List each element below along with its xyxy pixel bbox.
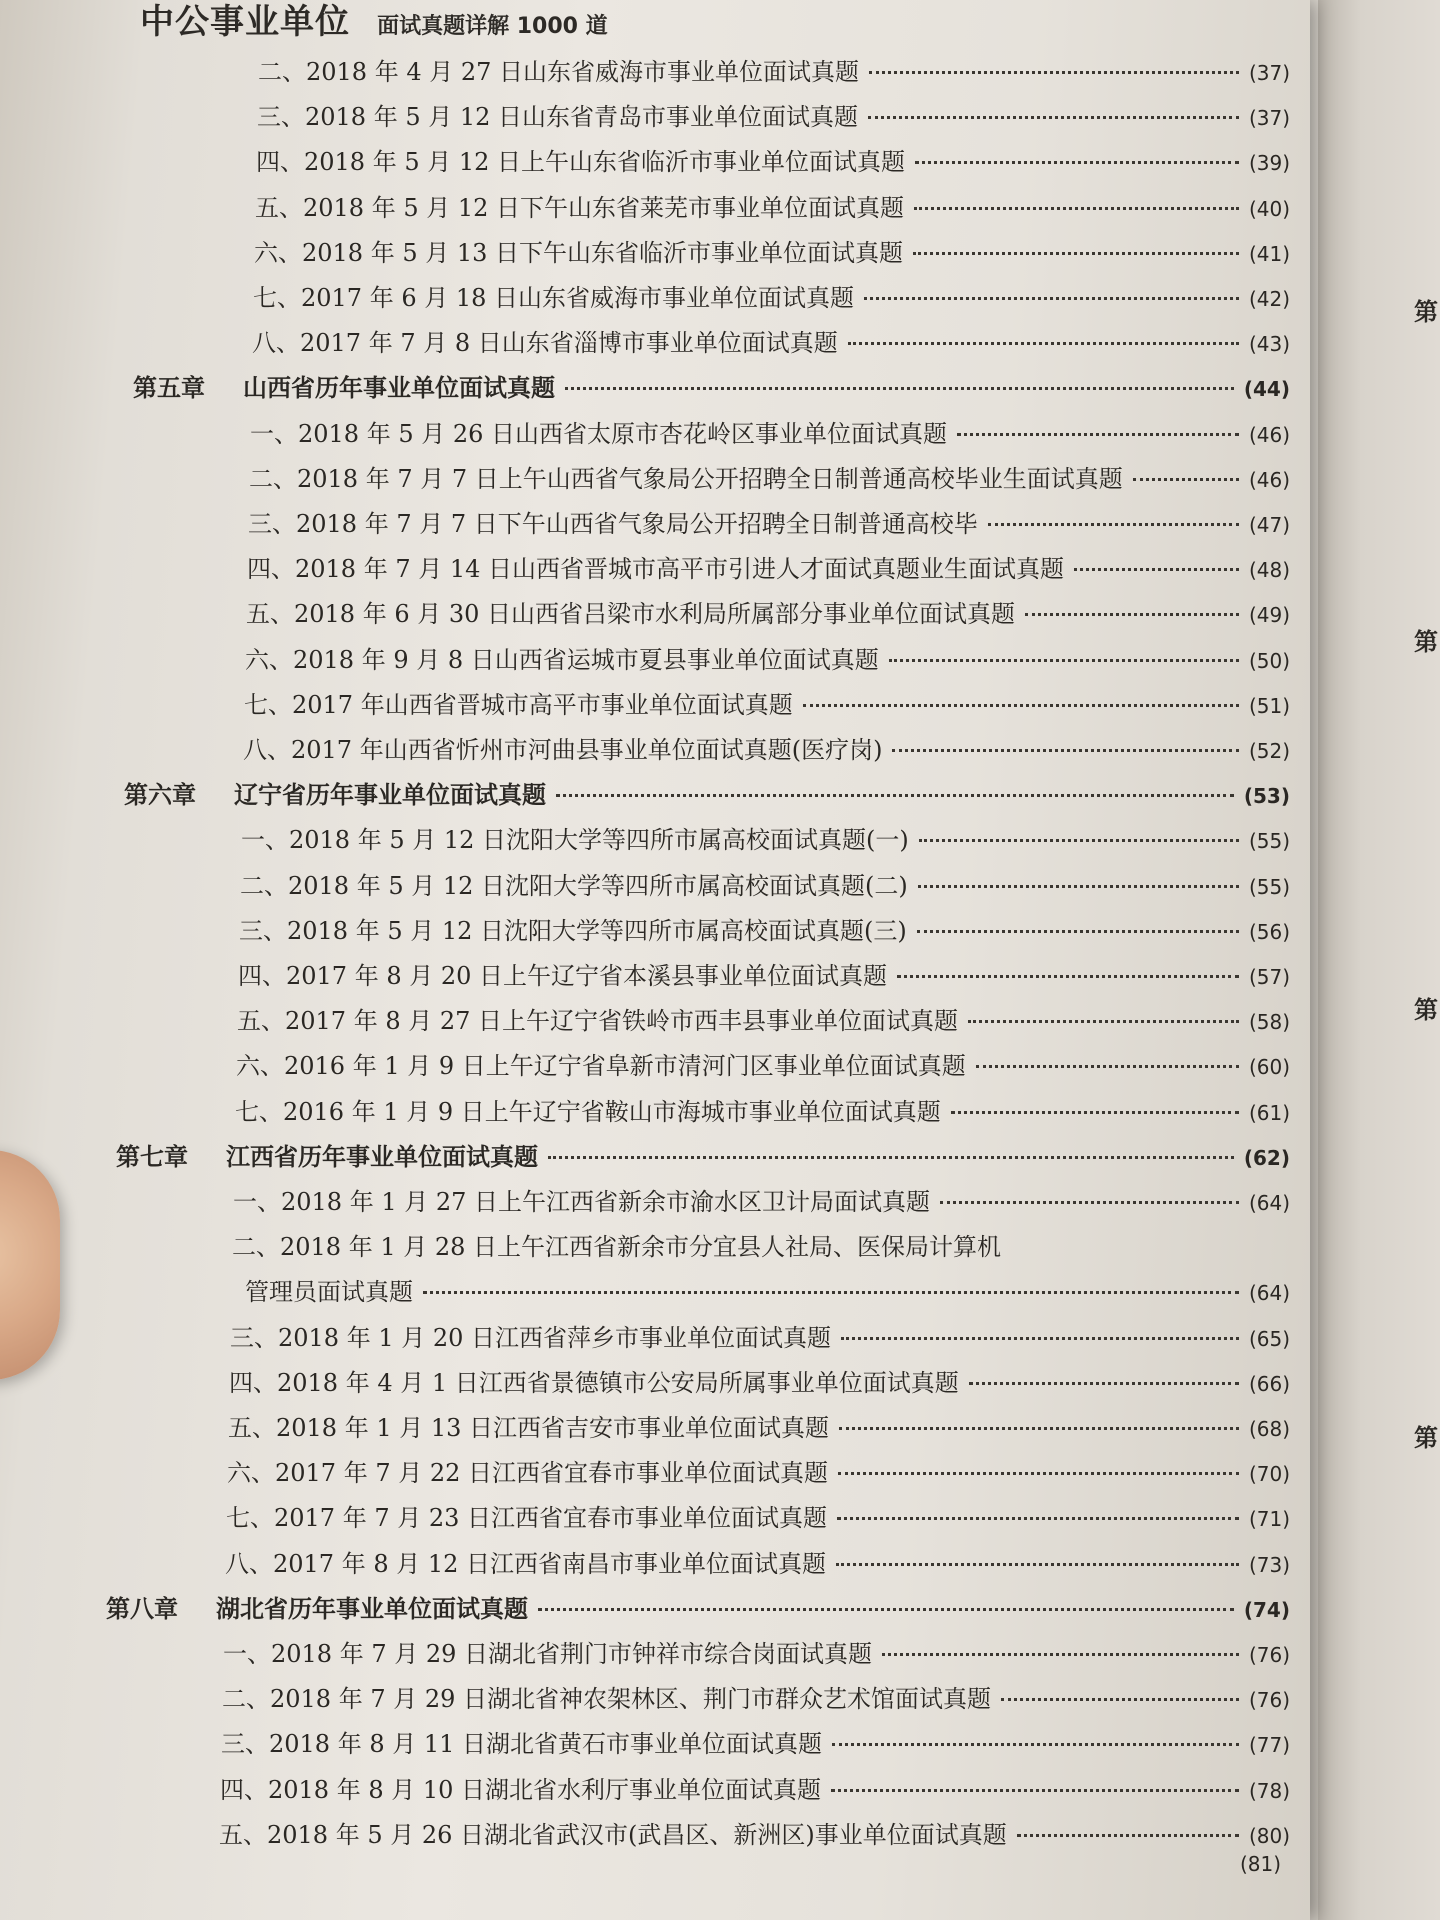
entry-title: 一、2018 年 1 月 27 日上午江西省新余市渝水区卫计局面试真题 <box>233 1188 931 1216</box>
entry-title: 八、2017 年 8 月 12 日江西省南昌市事业单位面试真题 <box>225 1549 827 1578</box>
dot-leader <box>889 659 1239 662</box>
dot-leader <box>803 704 1239 707</box>
entry-title: 七、2017 年 7 月 23 日江西省宜春市事业单位面试真题 <box>226 1504 828 1533</box>
dot-leader <box>565 387 1234 390</box>
dot-leader <box>988 523 1239 526</box>
header-brand: 中公事业单位 <box>140 2 350 42</box>
chapter-number: 第五章 <box>133 374 205 403</box>
page-number: (37) <box>1248 106 1290 131</box>
entry-title: 四、2018 年 4 月 1 日江西省景德镇市公安局所属事业单位面试真题 <box>229 1368 959 1397</box>
entry-title: 二、2018 年 7 月 7 日上午山西省气象局公开招聘全日制普通高校毕业生面试真题 <box>249 464 1123 493</box>
page-number: (48) <box>1248 558 1290 583</box>
dot-leader <box>951 1111 1239 1114</box>
side-chapter-label: 第 <box>1414 298 1438 326</box>
entry-title: 一、2018 年 7 月 29 日湖北省荆门市钟祥市综合岗面试真题 <box>223 1640 873 1668</box>
page-number: (76) <box>1248 1688 1290 1713</box>
page-number: (42) <box>1248 287 1290 311</box>
entry-title: 八、2017 年 7 月 8 日山东省淄博市事业单位面试真题 <box>252 329 838 358</box>
dot-leader <box>538 1608 1234 1611</box>
page-number: (39) <box>1248 151 1290 176</box>
page-number: (52) <box>1248 739 1290 763</box>
entry-title: 五、2018 年 1 月 13 日江西省吉安市事业单位面试真题 <box>228 1414 830 1442</box>
toc-entry <box>245 1272 1290 1307</box>
entry-title: 五、2018 年 5 月 26 日湖北省武汉市(武昌区、新洲区)事业单位面试真题 <box>219 1820 1007 1849</box>
page-number: (43) <box>1248 332 1290 357</box>
dot-leader <box>832 1743 1239 1746</box>
dot-leader <box>969 1382 1239 1385</box>
entry-title: 辽宁省历年事业单位面试真题 <box>234 781 546 810</box>
chapter-number: 第八章 <box>106 1594 178 1623</box>
dot-leader <box>913 252 1239 255</box>
dot-leader <box>831 1789 1239 1792</box>
page-number: (58) <box>1248 1010 1290 1035</box>
toc-entry <box>253 278 1290 313</box>
page-number: (64) <box>1248 1281 1290 1306</box>
dot-leader <box>882 1653 1239 1656</box>
toc-entry <box>257 97 1290 132</box>
page-number: (55) <box>1248 829 1290 854</box>
page-number: (74) <box>1243 1597 1290 1622</box>
toc-entry <box>232 1227 1290 1262</box>
dot-leader <box>915 161 1239 164</box>
toc-entry <box>255 188 1290 223</box>
page-number: (60) <box>1248 1055 1290 1080</box>
toc-entry <box>237 1001 1290 1036</box>
toc-entry <box>226 1498 1290 1533</box>
entry-title: 管理员面试真题 <box>245 1278 413 1307</box>
dot-leader <box>940 1201 1239 1204</box>
toc-entry <box>225 1544 1290 1579</box>
entry-title: 一、2018 年 5 月 12 日沈阳大学等四所市属高校面试真题(一) <box>241 826 909 855</box>
toc-entry <box>247 549 1290 584</box>
page-number: (41) <box>1248 241 1290 266</box>
entry-title: 山西省历年事业单位面试真题 <box>243 374 555 403</box>
dot-leader <box>917 930 1239 933</box>
page-number: (50) <box>1248 648 1290 673</box>
dot-leader <box>1001 1698 1239 1701</box>
page-number: (61) <box>1248 1100 1290 1125</box>
toc-entry <box>246 594 1290 629</box>
entry-title: 五、2018 年 6 月 30 日山西省吕梁市水利局所属部分事业单位面试真题 <box>246 600 1016 629</box>
toc-entry <box>250 414 1290 449</box>
entry-title: 七、2017 年山西省晋城市高平市事业单位面试真题 <box>244 690 793 719</box>
side-chapter-label: 第 <box>1414 996 1438 1024</box>
toc-entry <box>252 323 1290 358</box>
page-number: (37) <box>1248 61 1290 85</box>
header-book-title: 面试真题详解 1000 道 <box>377 14 608 39</box>
dot-leader <box>841 1337 1239 1340</box>
toc-entry <box>258 52 1290 87</box>
dot-leader <box>864 297 1239 300</box>
toc-entry <box>244 685 1290 720</box>
entry-title: 三、2018 年 1 月 20 日江西省萍乡市事业单位面试真题 <box>230 1323 832 1352</box>
entry-title: 五、2017 年 8 月 27 日上午辽宁省铁岭市西丰县事业单位面试真题 <box>237 1007 959 1036</box>
toc-entry <box>241 820 1290 855</box>
dot-leader <box>836 1563 1239 1566</box>
toc-entry <box>220 1770 1290 1805</box>
dot-leader <box>838 1472 1239 1475</box>
page-number: (81) <box>1240 1852 1282 1876</box>
adjacent-page <box>1318 0 1440 1920</box>
entry-title: 湖北省历年事业单位面试真题 <box>216 1594 528 1623</box>
page-number: (73) <box>1248 1552 1290 1577</box>
entry-title: 二、2018 年 1 月 28 日上午江西省新余市分宜县人社局、医保局计算机 <box>232 1233 1002 1262</box>
dot-leader <box>839 1427 1239 1430</box>
page-number: (68) <box>1248 1417 1290 1441</box>
entry-title: 七、2017 年 6 月 18 日山东省威海市事业单位面试真题 <box>253 284 855 312</box>
page-number: (71) <box>1248 1507 1290 1532</box>
chapter-entry <box>116 1137 1290 1172</box>
dot-leader <box>869 71 1239 74</box>
page-number: (40) <box>1248 196 1290 221</box>
toc-entry <box>248 504 1290 539</box>
dot-leader <box>914 207 1239 210</box>
page-number: (53) <box>1243 784 1290 809</box>
dot-leader <box>968 1020 1239 1023</box>
chapter-entry <box>124 775 1290 810</box>
dot-leader <box>837 1517 1239 1520</box>
page-number: (46) <box>1248 467 1290 492</box>
dot-leader <box>1074 568 1239 571</box>
toc-entry <box>235 1092 1290 1127</box>
toc-entry <box>236 1046 1290 1081</box>
entry-title: 二、2018 年 7 月 29 日湖北省神农架林区、荆门市群众艺术馆面试真题 <box>222 1685 992 1714</box>
page-number: (49) <box>1248 603 1290 628</box>
chapter-number: 第七章 <box>116 1142 188 1171</box>
dot-leader <box>976 1065 1239 1068</box>
toc-entry <box>227 1453 1290 1488</box>
entry-title: 六、2018 年 5 月 13 日下午山东省临沂市事业单位面试真题 <box>254 238 904 267</box>
toc-entry <box>240 866 1290 901</box>
page-number: (57) <box>1248 965 1290 989</box>
toc-entry <box>245 640 1290 675</box>
page-number: (76) <box>1248 1643 1290 1667</box>
side-chapter-label: 第 <box>1414 628 1438 656</box>
entry-title: 一、2018 年 5 月 26 日山西省太原市杏花岭区事业单位面试真题 <box>250 419 948 448</box>
dot-leader <box>423 1291 1239 1294</box>
toc-entry <box>256 142 1290 177</box>
page-number: (66) <box>1248 1371 1290 1396</box>
page-number: (77) <box>1248 1733 1290 1758</box>
toc-entry <box>223 1634 1290 1669</box>
entry-title: 三、2018 年 8 月 11 日湖北省黄石市事业单位面试真题 <box>221 1730 823 1759</box>
page-number: (70) <box>1248 1462 1290 1487</box>
toc-entry <box>254 233 1290 268</box>
chapter-entry <box>106 1589 1290 1624</box>
trailing-page-number <box>1240 1852 1281 1876</box>
page-number: (51) <box>1248 693 1290 718</box>
toc-entry <box>221 1724 1290 1759</box>
toc-entry <box>249 459 1290 494</box>
page-number: (56) <box>1248 919 1290 944</box>
entry-title: 二、2018 年 5 月 12 日沈阳大学等四所市属高校面试真题(二) <box>240 871 908 900</box>
dot-leader <box>1133 478 1239 481</box>
dot-leader <box>897 975 1239 978</box>
entry-title: 四、2017 年 8 月 20 日上午辽宁省本溪县事业单位面试真题 <box>238 962 888 990</box>
entry-title: 二、2018 年 4 月 27 日山东省威海市事业单位面试真题 <box>258 58 860 86</box>
toc-entry <box>228 1408 1290 1443</box>
entry-title: 四、2018 年 8 月 10 日湖北省水利厅事业单位面试真题 <box>220 1775 822 1804</box>
dot-leader <box>556 794 1234 797</box>
page-number: (78) <box>1248 1778 1290 1803</box>
entry-title: 三、2018 年 5 月 12 日沈阳大学等四所市属高校面试真题(三) <box>239 916 907 945</box>
dot-leader <box>1025 613 1239 616</box>
page-number: (64) <box>1248 1191 1290 1215</box>
dot-leader <box>918 885 1239 888</box>
dot-leader <box>892 749 1239 752</box>
dot-leader <box>1017 1834 1239 1837</box>
entry-title: 七、2016 年 1 月 9 日上午辽宁省鞍山市海城市事业单位面试真题 <box>235 1097 941 1126</box>
toc-entry <box>238 956 1290 991</box>
entry-title: 三、2018 年 7 月 7 日下午山西省气象局公开招聘全日制普通高校毕 <box>248 510 978 538</box>
entry-title: 八、2017 年山西省忻州市河曲县事业单位面试真题(医疗岗) <box>243 736 883 764</box>
entry-title: 六、2018 年 9 月 8 日山西省运城市夏县事业单位面试真题 <box>245 645 879 674</box>
entry-title: 江西省历年事业单位面试真题 <box>226 1142 538 1171</box>
toc-entry <box>243 730 1290 765</box>
toc-entry <box>229 1363 1290 1398</box>
page-number: (44) <box>1243 377 1290 402</box>
page-number: (47) <box>1248 513 1290 537</box>
toc-entry <box>230 1318 1290 1353</box>
dot-leader <box>848 342 1239 345</box>
entry-title: 三、2018 年 5 月 12 日山东省青岛市事业单位面试真题 <box>257 103 859 132</box>
toc-entry <box>222 1679 1290 1714</box>
chapter-entry <box>133 368 1290 403</box>
entry-title: 六、2017 年 7 月 22 日江西省宜春市事业单位面试真题 <box>227 1459 829 1488</box>
page-number: (80) <box>1248 1823 1290 1848</box>
side-chapter-label: 第 <box>1414 1424 1438 1452</box>
entry-title: 四、2018 年 7 月 14 日山西省晋城市高平市引进人才面试真题业生面试真题 <box>247 555 1065 584</box>
toc-entry <box>219 1815 1290 1850</box>
entry-title: 五、2018 年 5 月 12 日下午山东省莱芜市事业单位面试真题 <box>255 193 905 222</box>
dot-leader <box>957 433 1239 436</box>
chapter-number: 第六章 <box>124 781 196 810</box>
entry-title: 四、2018 年 5 月 12 日上午山东省临沂市事业单位面试真题 <box>256 148 906 177</box>
dot-leader <box>868 116 1239 119</box>
page-number: (62) <box>1243 1145 1290 1170</box>
dot-leader <box>548 1156 1234 1159</box>
page-number: (46) <box>1248 422 1290 447</box>
toc-entry <box>239 911 1290 946</box>
page-number: (55) <box>1248 874 1290 899</box>
toc-entry <box>233 1182 1290 1217</box>
page-number: (65) <box>1248 1326 1290 1351</box>
dot-leader <box>919 839 1239 842</box>
entry-title: 六、2016 年 1 月 9 日上午辽宁省阜新市清河门区事业单位面试真题 <box>236 1052 966 1081</box>
